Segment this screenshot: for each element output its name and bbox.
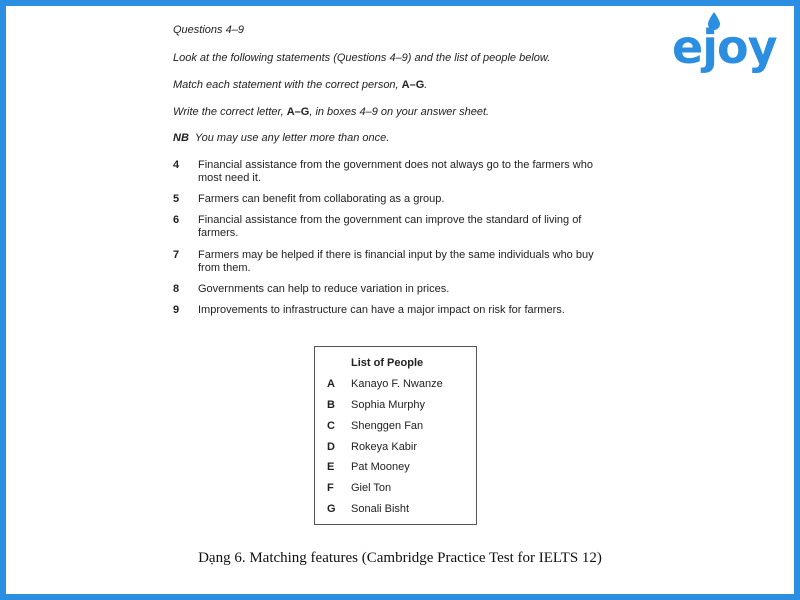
instruction-look: Look at the following statements (Questions 4–9) and the list of people below. [173, 52, 551, 64]
logo-text: ejoy [672, 20, 777, 74]
people-list-title: List of People [351, 357, 424, 369]
image-caption: Dạng 6. Matching features (Cambridge Practice Test for IELTS 12) [198, 550, 602, 566]
question-number: 5 [173, 193, 180, 205]
question-text: Financial assistance from the government does not always go to the farmers who most need it. [198, 159, 593, 184]
person-name: Giel Ton [351, 482, 392, 494]
person-name: Sonali Bisht [351, 503, 410, 515]
person-letter: G [327, 503, 336, 515]
question-number: 7 [173, 249, 180, 261]
person-letter: D [327, 441, 335, 453]
person-row [315, 482, 475, 496]
ejoy-logo [672, 12, 790, 76]
person-name: Shenggen Fan [351, 420, 424, 432]
person-name: Pat Mooney [351, 461, 410, 473]
question-text: Improvements to infrastructure can have a major impact on risk for farmers. [198, 304, 565, 316]
instruction-nb: NB You may use any letter more than once. [173, 132, 390, 144]
instruction-match: Match each statement with the correct person, A–G. [173, 79, 428, 91]
person-letter: A [327, 378, 335, 390]
person-row [315, 399, 475, 413]
section-heading: Questions 4–9 [173, 24, 244, 36]
question-text: Financial assistance from the government can improve the standard of living of farmers. [198, 214, 582, 239]
person-letter: F [327, 482, 334, 494]
person-letter: B [327, 399, 335, 411]
instruction-write: Write the correct letter, A–G, in boxes 4–9 on your answer sheet. [173, 106, 490, 118]
list-of-people-box [314, 346, 477, 525]
person-name: Kanayo F. Nwanze [351, 378, 443, 390]
question-number: 8 [173, 283, 180, 295]
person-name: Sophia Murphy [351, 399, 425, 411]
person-row [315, 441, 475, 455]
question-text: Farmers can benefit from collaborating as a group. [198, 193, 445, 205]
person-letter: C [327, 420, 335, 432]
person-row [315, 378, 475, 392]
question-number: 4 [173, 159, 180, 171]
question-text: Farmers may be helped if there is financial input by the same individuals who buy from them. [198, 249, 594, 274]
person-name: Rokeya Kabir [351, 441, 418, 453]
question-text: Governments can help to reduce variation in prices. [198, 283, 450, 295]
question-number: 9 [173, 304, 180, 316]
person-row [315, 503, 475, 517]
person-letter: E [327, 461, 335, 473]
person-row [315, 461, 475, 475]
question-number: 6 [173, 214, 180, 226]
person-row [315, 420, 475, 434]
